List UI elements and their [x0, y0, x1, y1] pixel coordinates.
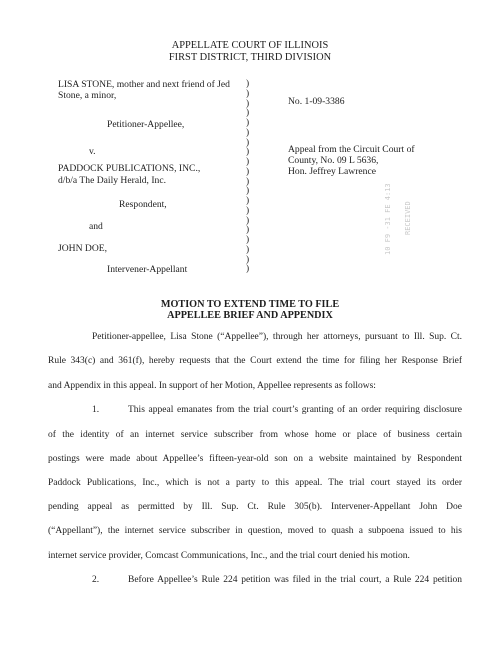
intro-line3: and Appendix in this appeal. In support of her Motion, Appellee represents as follows: — [48, 381, 376, 391]
paragraph-1-line6: (“Appellant”), the internet service subscriber in question, moved to quash a subpoena issued to his — [48, 526, 462, 536]
stamp-received: RECEIVED — [404, 201, 412, 235]
motion-title-line1: MOTION TO EXTEND TIME TO FILE — [160, 299, 340, 310]
petitioner-role: Petitioner-Appellee, — [107, 119, 185, 130]
respondent-name-line2: d/b/a The Daily Herald, Inc. — [58, 175, 166, 186]
intervener-name: JOHN DOE, — [58, 243, 108, 254]
paragraph-1-line3: postings were made about Appellee’s fifteen-year-old son on a website maintained by Respondent — [48, 454, 462, 464]
paragraph-1-line1: This appeal emanates from the trial court’s granting of an order requiring disclosure — [128, 405, 462, 415]
petitioner-name-line2: Stone, a minor, — [58, 90, 117, 101]
versus-label: v. — [89, 146, 96, 157]
paragraph-1-line7: internet service provider, Comcast Communications, Inc., and the trial court denied his motion. — [48, 551, 410, 561]
court-name: APPELLATE COURT OF ILLINOIS — [171, 40, 329, 51]
caption-parentheses: ) ) ) ) ) ) ) ) ) ) ) ) ) ) ) ) ) ) ) ) — [246, 79, 250, 275]
respondent-name-line1: PADDOCK PUBLICATIONS, INC., — [58, 163, 201, 174]
court-division: FIRST DISTRICT, THIRD DIVISION — [168, 52, 332, 63]
petitioner-name-line1: LISA STONE, mother and next friend of Jed — [58, 79, 230, 90]
respondent-role: Respondent, — [119, 199, 167, 210]
paragraph-2-number: 2. — [92, 575, 100, 585]
intro-line2: Rule 343(c) and 361(f), hereby requests that the Court extend the time for filing her Response Brief — [48, 356, 462, 366]
stamp-date: 10 F9 -31 FE 4:13 — [384, 183, 392, 255]
intro-line1: Petitioner-appellee, Lisa Stone (“Appellee”), through her attorneys, pursuant to Ill. Sup. Ct. — [92, 332, 462, 342]
appeal-from-line3: Hon. Jeffrey Lawrence — [288, 166, 376, 177]
motion-title-line2: APPELLEE BRIEF AND APPENDIX — [167, 310, 333, 321]
paragraph-1-line2: of the identity of an internet service subscriber from whose home or place of business certain — [48, 430, 462, 440]
clerk-received-stamp — [364, 155, 434, 260]
appeal-from-line2: County, No. 09 L 5636, — [288, 155, 379, 166]
paragraph-2-line1: Before Appellee’s Rule 224 petition was filed in the trial court, a Rule 224 petition — [128, 575, 462, 585]
appeal-from-line1: Appeal from the Circuit Court of — [288, 144, 415, 155]
case-number: No. 1-09-3386 — [288, 96, 345, 107]
paragraph-1-line5: pending appeal as permitted by Ill. Sup. Ct. Rule 305(b). Intervener-Appellant John Doe — [48, 502, 462, 512]
and-label: and — [89, 221, 103, 232]
paragraph-1-number: 1. — [92, 405, 100, 415]
paragraph-1-line4: Paddock Publications, Inc., which is not a party to this appeal. The trial court stayed its order — [48, 478, 462, 488]
intervener-role: Intervener-Appellant — [107, 264, 188, 275]
